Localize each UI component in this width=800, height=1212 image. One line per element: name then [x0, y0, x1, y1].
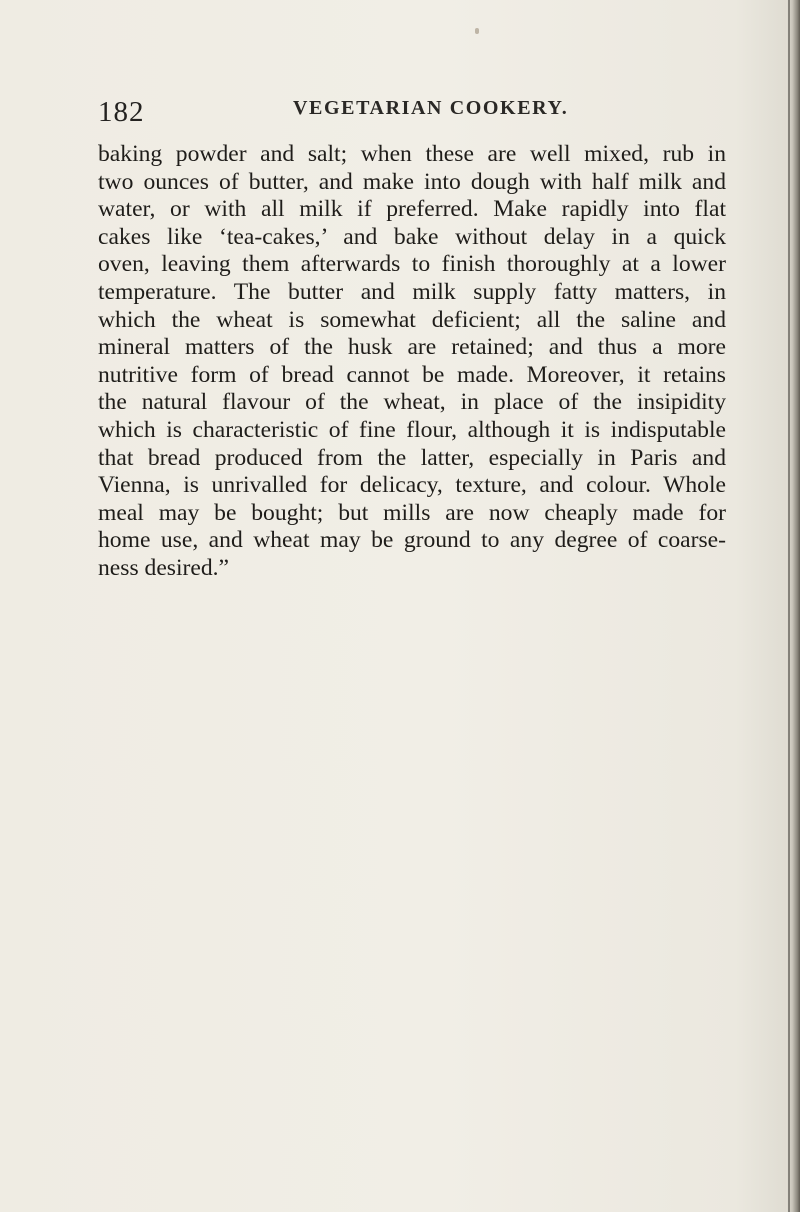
body-paragraph [98, 141, 726, 583]
text-line: cakes like ‘tea-cakes,’ and bake without delay in a quick [98, 223, 726, 250]
text-line: oven, leaving them afterwards to finish thoroughly at a lower [98, 251, 726, 278]
text-line: home use, and wheat may be ground to any degree of coarse- [98, 527, 726, 554]
text-line: meal may be bought; but mills are now cheaply made for [98, 499, 726, 526]
text-line: ness desired.” [98, 554, 230, 581]
text-line: water, or with all milk if preferred. Make rapidly into flat [98, 196, 726, 223]
text-line: mineral matters of the husk are retained; and thus a more [98, 334, 726, 361]
running-head: VEGETARIAN COOKERY. [293, 97, 569, 119]
text-line: baking powder and salt; when these are well mixed, rub in [98, 141, 726, 167]
text-line: Vienna, is unrivalled for delicacy, texture, and colour. Whole [98, 472, 726, 499]
text-line: which is characteristic of fine flour, although it is indisputable [98, 416, 726, 443]
ink-speck [475, 28, 479, 34]
text-line: the natural flavour of the wheat, in place of the insipidity [98, 389, 726, 416]
text-line: nutritive form of bread cannot be made. Moreover, it retains [98, 361, 726, 388]
text-line: that bread produced from the latter, especially in Paris and [98, 444, 726, 471]
page-edge-line [788, 0, 790, 1212]
text-line: temperature. The butter and milk supply fatty matters, in [98, 278, 726, 305]
text-line: two ounces of butter, and make into dough with half milk and [98, 168, 726, 195]
page-number: 182 [98, 96, 145, 128]
text-line: which the wheat is somewhat deficient; all the saline and [98, 306, 726, 333]
